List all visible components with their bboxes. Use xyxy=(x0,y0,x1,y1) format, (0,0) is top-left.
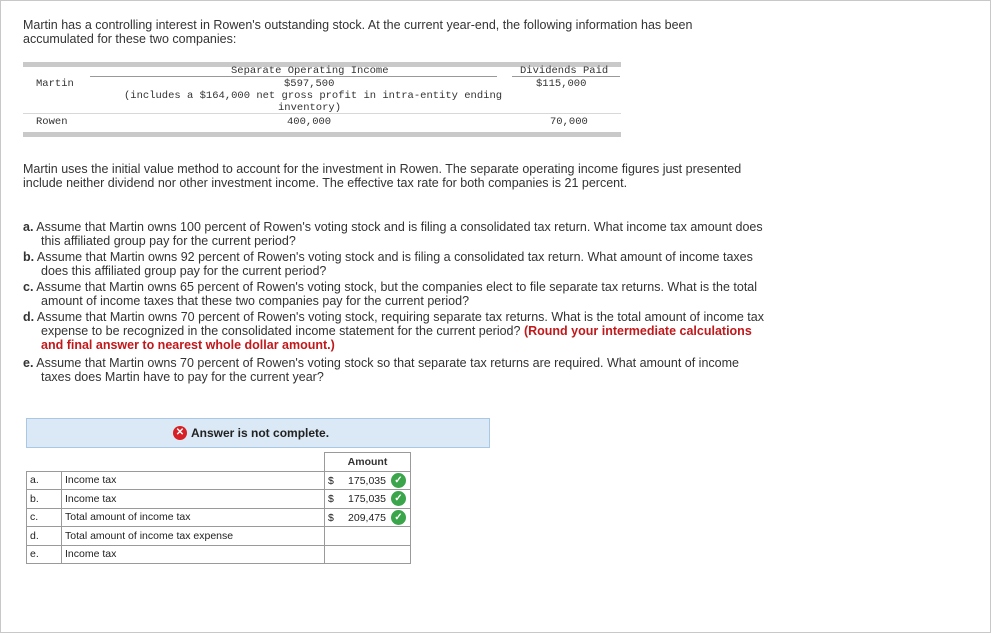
question-e xyxy=(23,356,843,384)
question-text-cont: amount of income taxes that these two companies pay for the current period? xyxy=(41,294,470,308)
intro-text xyxy=(23,18,692,46)
martin-income-note-1: (includes a $164,000 net gross profit in intra-entity ending xyxy=(124,90,503,102)
dollar-sign: $ xyxy=(328,511,334,524)
question-text-cont: does this affiliated group pay for the current period? xyxy=(41,264,327,278)
answer-table xyxy=(26,452,411,564)
table-row xyxy=(27,545,411,564)
question-label: a. xyxy=(23,220,34,234)
row-label: b. xyxy=(27,490,62,509)
question-text-cont-plain: expense to be recognized in the consolidated income statement for the current period? xyxy=(41,324,521,338)
row-label: e. xyxy=(27,545,62,564)
question-d xyxy=(23,310,843,352)
question-b xyxy=(23,250,843,278)
row-description: Income tax xyxy=(62,545,325,564)
table-row xyxy=(27,508,411,527)
question-text: Assume that Martin owns 65 percent of Rowen's voting stock, but the companies elect to file separate tax returns. What is the total xyxy=(36,280,758,294)
question-text-cont xyxy=(23,324,843,338)
dividends-column-header: Dividends Paid xyxy=(520,65,609,77)
company-martin: Martin xyxy=(36,78,74,90)
dollar-sign: $ xyxy=(328,493,334,505)
answer-table-header xyxy=(27,453,411,472)
method-text xyxy=(23,162,741,190)
question-a xyxy=(23,220,843,248)
check-circle-icon: ✓ xyxy=(391,491,406,506)
amount-value: 209,475 xyxy=(348,511,386,524)
question-text: Assume that Martin owns 92 percent of Rowen's voting stock and is filing a consolidated tax return. What amount of income taxes xyxy=(36,250,753,264)
answer-status xyxy=(173,426,329,440)
amount-column-header: Amount xyxy=(325,453,411,472)
x-circle-icon: ✕ xyxy=(173,426,187,440)
question-label: c. xyxy=(23,280,34,294)
amount-input-b[interactable] xyxy=(325,490,411,509)
amount-input-c[interactable] xyxy=(325,508,411,527)
row-label: c. xyxy=(27,508,62,527)
rowen-dividends: 70,000 xyxy=(550,116,588,128)
amount-value: 175,035 xyxy=(348,474,386,487)
dollar-sign: $ xyxy=(328,474,334,487)
question-label: b. xyxy=(23,250,35,264)
amount-value: 175,035 xyxy=(348,493,386,505)
row-label: d. xyxy=(27,527,62,546)
question-text-cont: this affiliated group pay for the current period? xyxy=(41,234,296,248)
table-row xyxy=(27,490,411,509)
question-text-cont: taxes does Martin have to pay for the current year? xyxy=(41,370,324,384)
amount-input-d[interactable] xyxy=(325,527,411,546)
martin-dividends: $115,000 xyxy=(536,78,587,90)
check-circle-icon: ✓ xyxy=(391,473,406,488)
question-text: Assume that Martin owns 100 percent of Rowen's voting stock and is filing a consolidated tax return. What income tax amount does xyxy=(36,220,763,234)
company-rowen: Rowen xyxy=(36,116,68,128)
row-description: Total amount of income tax xyxy=(62,508,325,527)
question-c xyxy=(23,280,843,308)
martin-income: $597,500 xyxy=(284,78,335,90)
amount-input-e[interactable] xyxy=(325,545,411,564)
info-table-bottom-bar xyxy=(23,132,621,137)
income-column-header: Separate Operating Income xyxy=(231,65,389,77)
question-label: d. xyxy=(23,310,35,324)
row-description: Income tax xyxy=(62,471,325,490)
answer-status-banner xyxy=(26,418,490,448)
answer-status-text: Answer is not complete. xyxy=(191,426,330,440)
question-text: Assume that Martin owns 70 percent of Rowen's voting stock, requiring separate tax returns. What is the total amount of income tax xyxy=(36,310,764,324)
amount-input-a[interactable] xyxy=(325,471,411,490)
row-label: a. xyxy=(27,471,62,490)
table-row xyxy=(27,527,411,546)
check-circle-icon: ✓ xyxy=(391,510,406,525)
method-line-2: include neither dividend nor other investment income. The effective tax rate for both companies is 21 percent. xyxy=(23,176,628,190)
martin-income-note-2: inventory) xyxy=(278,102,342,114)
question-text: Assume that Martin owns 70 percent of Rowen's voting stock so that separate tax returns are required. What amount of income xyxy=(36,356,739,370)
intro-line-2: accumulated for these two companies: xyxy=(23,32,237,46)
row-description: Total amount of income tax expense xyxy=(62,527,325,546)
rowen-income: 400,000 xyxy=(287,116,332,128)
question-label: e. xyxy=(23,356,34,370)
rounding-instruction: (Round your intermediate calculations xyxy=(523,324,752,338)
rounding-instruction-cont: and final answer to nearest whole dollar amount.) xyxy=(41,338,335,352)
intro-line-1: Martin has a controlling interest in Rowen's outstanding stock. At the current year-end, the following information has been xyxy=(23,18,693,32)
method-line-1: Martin uses the initial value method to account for the investment in Rowen. The separate operating income figures just presented xyxy=(23,162,742,176)
table-row xyxy=(27,471,411,490)
row-description: Income tax xyxy=(62,490,325,509)
